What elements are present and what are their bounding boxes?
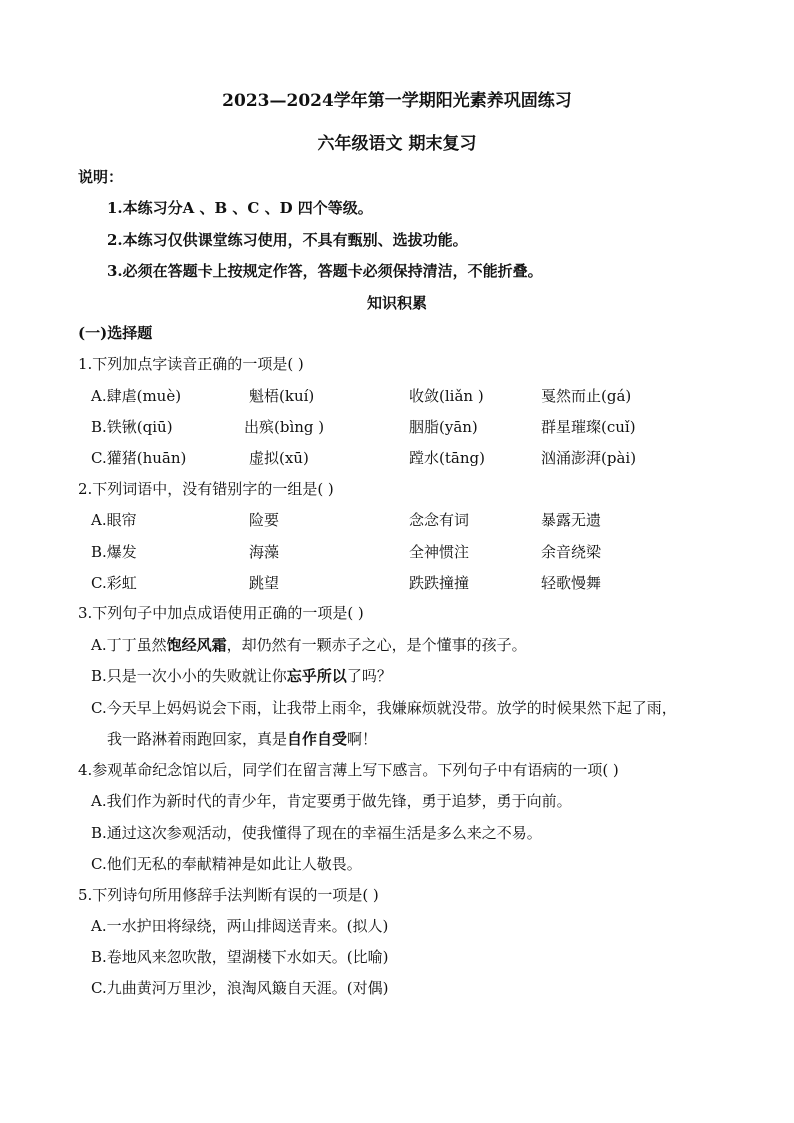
option-line: B.卷地风来忽吹散，望湖楼下水如天。(比喻): [91, 948, 389, 966]
question-stem: 1.下列加点字读音正确的一项是( ): [78, 355, 304, 373]
option-line: B.通过这次参观活动，使我懂得了现在的幸福生活是多么来之不易。: [91, 824, 542, 842]
notes-label: 说明：: [78, 168, 124, 186]
option-line: B.只是一次小小的失败就让你忘乎所以了吗？: [91, 667, 392, 685]
section-title: 知识积累: [366, 294, 427, 312]
question-stem: 2.下列词语中，没有错别字的一组是( ): [78, 480, 334, 498]
option-cell: C.彩虹: [91, 574, 137, 592]
note-item: 1.本练习分A 、B 、C 、D 四个等级。: [107, 199, 373, 217]
option-cell: A.眼帘: [91, 511, 137, 529]
option-cell: 念念有词: [409, 511, 470, 529]
option-cell: 轻歌慢舞: [541, 574, 602, 592]
option-cell: 海藻: [249, 543, 280, 561]
option-line: C.今天早上妈妈说会下雨，让我带上雨伞，我嫌麻烦就没带。放学的时候果然下起了雨，: [91, 699, 677, 717]
page-subtitle: 六年级语文 期末复习: [317, 134, 477, 154]
option-line: A.我们作为新时代的青少年，肯定要勇于做先锋，勇于追梦，勇于向前。: [91, 792, 572, 810]
option-cell: A.肆虐(muè): [91, 387, 182, 405]
option-cell: 跳望: [249, 574, 280, 592]
option-line: A.一水护田将绿绕，两山排闼送青来。(拟人): [91, 917, 389, 935]
option-line: C.他们无私的奉献精神是如此让人敬畏。: [91, 855, 362, 873]
page-title: 2023—2024学年第一学期阳光素养巩固练习: [222, 91, 572, 111]
note-item: 3.必须在答题卡上按规定作答，答题卡必须保持清洁，不能折叠。: [107, 262, 543, 280]
note-item: 2.本练习仅供课堂练习使用，不具有甄别、选拔功能。: [107, 231, 468, 249]
option-cell: 跌跌撞撞: [409, 574, 470, 592]
option-cell: 群星璀璨(cuǐ): [541, 418, 636, 436]
question-stem: 3.下列句子中加点成语使用正确的一项是( ): [78, 604, 364, 622]
option-cell: 汹涌澎湃(pài): [541, 449, 637, 467]
question-stem: 5.下列诗句所用修辞手法判断有误的一项是( ): [78, 886, 379, 904]
option-cell: 余音绕梁: [541, 543, 602, 561]
option-cell: B.爆发: [91, 543, 137, 561]
option-cell: 收敛(liǎn ): [409, 387, 484, 405]
option-cell: 胭脂(yān): [409, 418, 478, 436]
option-cell: 暴露无遗: [541, 511, 602, 529]
option-cell: 蹚水(tāng): [409, 449, 485, 467]
option-cell: 全神惯注: [409, 543, 470, 561]
option-line: 我一路淋着雨跑回家，真是自作自受啊！: [107, 730, 378, 748]
option-line: C.九曲黄河万里沙，浪淘风簸自天涯。(对偶): [91, 979, 389, 997]
option-cell: 出殡(bìng ): [244, 418, 325, 436]
option-line: A.丁丁虽然饱经风霜，却仍然有一颗赤子之心，是个懂事的孩子。: [91, 636, 527, 654]
option-cell: C.獾猪(huān): [91, 449, 187, 467]
highlighted-idiom: 自作自受: [287, 730, 348, 748]
part-title: (一)选择题: [78, 324, 153, 342]
option-cell: B.铁锹(qiū): [91, 418, 173, 436]
highlighted-idiom: 忘乎所以: [286, 667, 347, 685]
option-cell: 魁梧(kuí): [249, 387, 315, 405]
option-cell: 险要: [249, 511, 280, 529]
option-cell: 戛然而止(gá): [541, 387, 632, 405]
question-stem: 4.参观革命纪念馆以后，同学们在留言薄上写下感言。下列句子中有语病的一项( ): [78, 761, 619, 779]
option-cell: 虚拟(xū): [249, 449, 309, 467]
highlighted-idiom: 饱经风霜: [166, 636, 227, 654]
